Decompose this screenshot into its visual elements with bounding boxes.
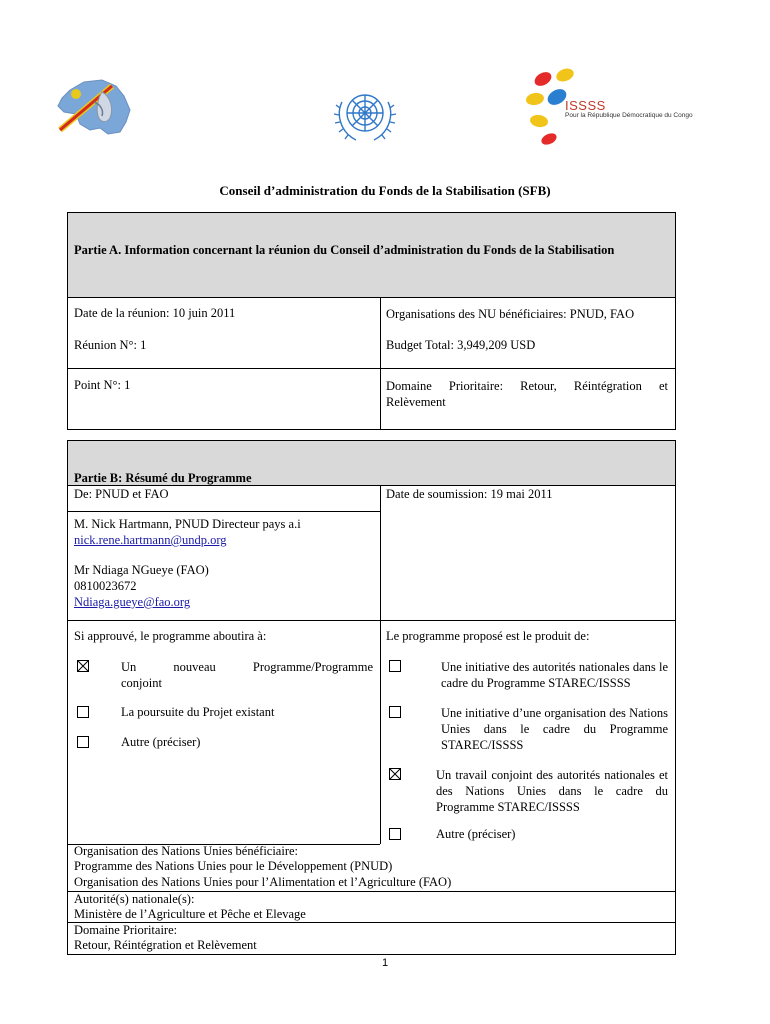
option-travail-conjoint-checkbox[interactable] — [389, 768, 401, 780]
org-beneficiaire-fao: Organisation des Nations Unies pour l’Alimentation et l’Agriculture (FAO) — [74, 875, 452, 889]
option-initiative-onu-checkbox[interactable] — [389, 706, 401, 718]
de-field: De: PNUD et FAO — [74, 487, 169, 501]
option-autre-left-label: Autre (préciser) — [121, 735, 201, 749]
point-number: Point N°: 1 — [74, 378, 131, 392]
contact2-phone: 0810023672 — [74, 579, 137, 593]
option-autre-right-label: Autre (préciser) — [436, 827, 516, 841]
budget-total: Budget Total: 3,949,209 USD — [386, 338, 536, 352]
autorites-value: Ministère de l’Agriculture et Pêche et Elevage — [74, 907, 306, 921]
contact2-email-link[interactable]: Ndiaga.gueye@fao.org — [74, 595, 191, 609]
option-initiative-autorites-checkbox[interactable] — [389, 660, 401, 672]
partie-a-header — [68, 213, 675, 298]
contact1-email-link[interactable]: nick.rene.hartmann@undp.org — [74, 533, 227, 547]
option-travail-conjoint-label: Un travail conjoint des autorités nationales et des Nations Unies dans le cadre du Programme STAREC/ISSSS — [436, 768, 668, 814]
reunion-number: Réunion N°: 1 — [74, 338, 147, 352]
org-beneficiaire-pnud: Programme des Nations Unies pour le Développement (PNUD) — [74, 859, 393, 873]
contact2-name: Mr Ndiaga NGueye (FAO) — [74, 563, 209, 577]
option-poursuite-projet-checkbox[interactable] — [77, 706, 89, 718]
option-initiative-autorites-label: Une initiative des autorités nationales dans le cadre du Programme STAREC/ISSSS — [441, 660, 668, 690]
option-poursuite-projet-label: La poursuite du Projet existant — [121, 705, 275, 719]
issss-logo-subtitle: Pour la République Démocratique du Congo — [565, 112, 693, 119]
option-nouveau-programme-label: Un nouveau Programme/Programme conjoint — [121, 660, 373, 690]
option-initiative-onu-label: Une initiative d’une organisation des Nations Unies dans le cadre du Programme STAREC/ISSSS — [441, 706, 668, 752]
autorites-label: Autorité(s) nationale(s): — [74, 892, 195, 906]
organisations-beneficiaires: Organisations des NU bénéficiaires: PNUD, FAO — [386, 307, 635, 321]
date-reunion: Date de la réunion: 10 juin 2011 — [74, 306, 236, 320]
partie-b-table — [67, 440, 676, 955]
date-soumission: Date de soumission: 19 mai 2011 — [386, 487, 553, 501]
option-autre-left-checkbox[interactable] — [77, 736, 89, 748]
option-nouveau-programme-checkbox[interactable] — [77, 660, 89, 672]
produit-label: Le programme proposé est le produit de: — [386, 629, 590, 643]
partie-b-heading: Partie B: Résumé du Programme — [74, 471, 252, 485]
domaine-label: Domaine Prioritaire: — [74, 923, 178, 937]
issss-logo — [525, 65, 695, 147]
page-number: 1 — [381, 957, 389, 969]
issss-logo-text: ISSSS — [565, 98, 606, 113]
document-title: Conseil d’administration du Fonds de la Stabilisation (SFB) — [219, 183, 551, 198]
si-approuve-label: Si approuvé, le programme aboutira à: — [74, 629, 267, 643]
option-autre-right-checkbox[interactable] — [389, 828, 401, 840]
contact1-name: M. Nick Hartmann, PNUD Directeur pays a.i — [74, 517, 301, 531]
partie-a-table — [67, 212, 676, 430]
domaine-value: Retour, Réintégration et Relèvement — [74, 938, 257, 952]
partie-a-heading: Partie A. Information concernant la réunion du Conseil d’administration du Fonds de la Stabilisation — [74, 243, 615, 257]
org-beneficiaire-label: Organisation des Nations Unies bénéficiaire: — [74, 844, 299, 858]
un-emblem-logo — [330, 82, 400, 148]
domaine-prioritaire-a: Domaine Prioritaire: Retour, Réintégration et Relèvement — [386, 379, 668, 409]
drc-map-logo — [50, 72, 142, 142]
